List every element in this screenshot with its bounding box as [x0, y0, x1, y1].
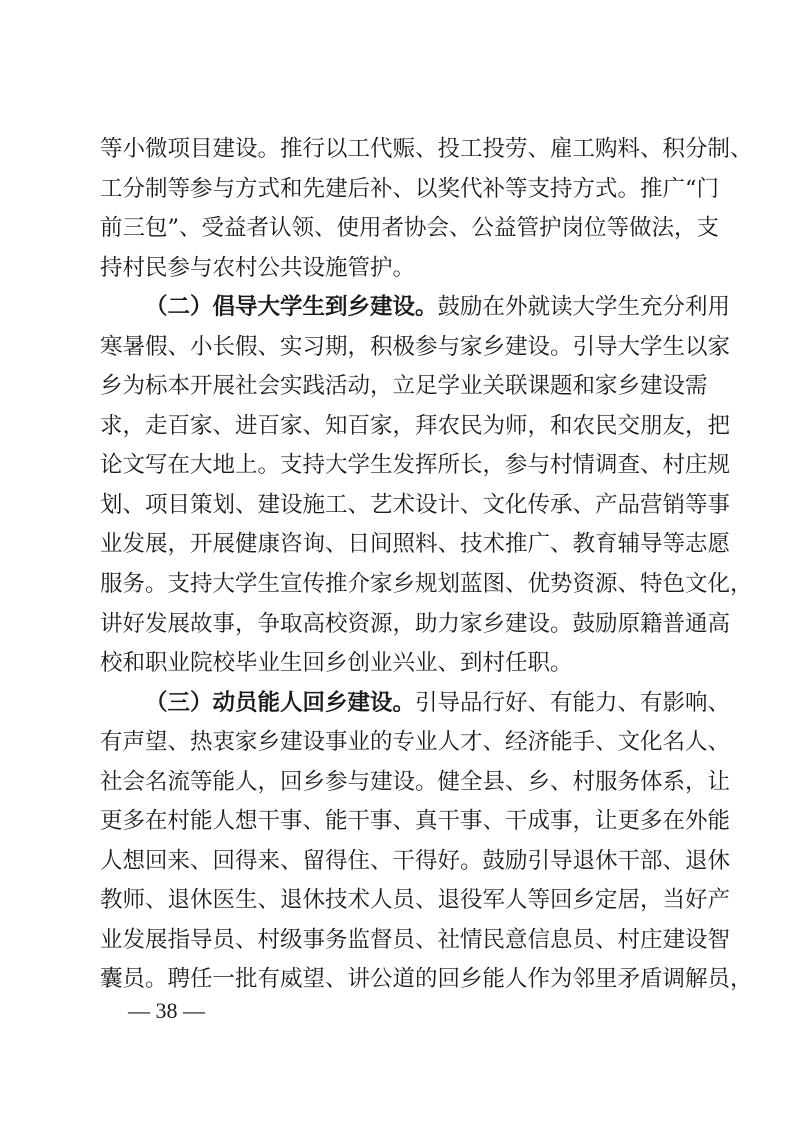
- paragraph-1-line-1: 等小微项目建设。推行以工代赈、投工投劳、雇工购料、积分制、: [100, 136, 753, 162]
- paragraph-3-heading: （三）动员能人回乡建设。: [145, 689, 416, 716]
- paragraph-2-line-8: 服务。支持大学生宣传推介家乡规划蓝图、优势资源、特色文化，: [100, 571, 753, 598]
- paragraph-2-line-2: 寒暑假、小长假、实习期，积极参与家乡建设。引导大学生以家: [100, 333, 731, 360]
- paragraph-1-line-3: 前三包”、受益者认领、使用者协会、公益管护岗位等做法，支: [100, 215, 720, 242]
- paragraph-2-line-3: 乡为标本开展社会实践活动，立足学业关联课题和家乡建设需: [100, 373, 708, 400]
- paragraph-1-line-4: 持村民参与农村公共设施管护。: [100, 254, 416, 281]
- paragraph-3-line-8: 囊员。聘任一批有威望、讲公道的回乡能人作为邻里矛盾调解员，: [100, 966, 753, 993]
- paragraph-2-line-10: 校和职业院校毕业生回乡创业兴业、到村任职。: [100, 650, 573, 677]
- paragraph-2-line-6: 划、项目策划、建设施工、艺术设计、文化传承、产品营销等事: [100, 491, 731, 518]
- paragraph-3-line-6: 教师、退休医生、退休技术人员、退役军人等回乡定居，当好产: [100, 887, 731, 914]
- paragraph-2-first-line-text: 鼓励在外就读大学生充分利用: [437, 294, 731, 321]
- document-body: [100, 130, 753, 1000]
- paragraph-3-line-7: 业发展指导员、村级事务监督员、社情民意信息员、村庄建设智: [100, 926, 731, 953]
- paragraph-2-line-9: 讲好发展故事，争取高校资源，助力家乡建设。鼓励原籍普通高: [100, 610, 731, 637]
- page-number: — 38 —: [128, 998, 205, 1023]
- paragraph-3-line-2: 有声望、热衷家乡建设事业的专业人才、经济能手、文化名人、: [100, 729, 731, 756]
- paragraph-3-line-4: 更多在村能人想干事、能干事、真干事、干成事，让更多在外能: [100, 808, 731, 835]
- paragraph-2-line-4: 求，走百家、进百家、知百家，拜农民为师，和农民交朋友，把: [100, 412, 731, 439]
- paragraph-3-line-1: [100, 684, 731, 724]
- paragraph-2-line-7: 业发展，开展健康咨询、日间照料、技术推广、教育辅导等志愿: [100, 531, 731, 558]
- paragraph-1-line-2: 工分制等参与方式和先建后补、以奖代补等支持方式。推广“门: [100, 175, 720, 202]
- paragraph-3-first-line-text: 引导品行好、有能力、有影响、: [415, 689, 731, 716]
- paragraph-2-line-5: 论文写在大地上。支持大学生发挥所长，参与村情调查、村庄规: [100, 452, 731, 479]
- paragraph-3-line-3: 社会名流等能人，回乡参与建设。健全县、乡、村服务体系，让: [100, 768, 731, 795]
- paragraph-3-line-5: 人想回来、回得来、留得住、干得好。鼓励引导退休干部、退休: [100, 847, 731, 874]
- paragraph-2-line-1: [100, 288, 731, 328]
- paragraph-2-heading: （二）倡导大学生到乡建设。: [145, 294, 438, 321]
